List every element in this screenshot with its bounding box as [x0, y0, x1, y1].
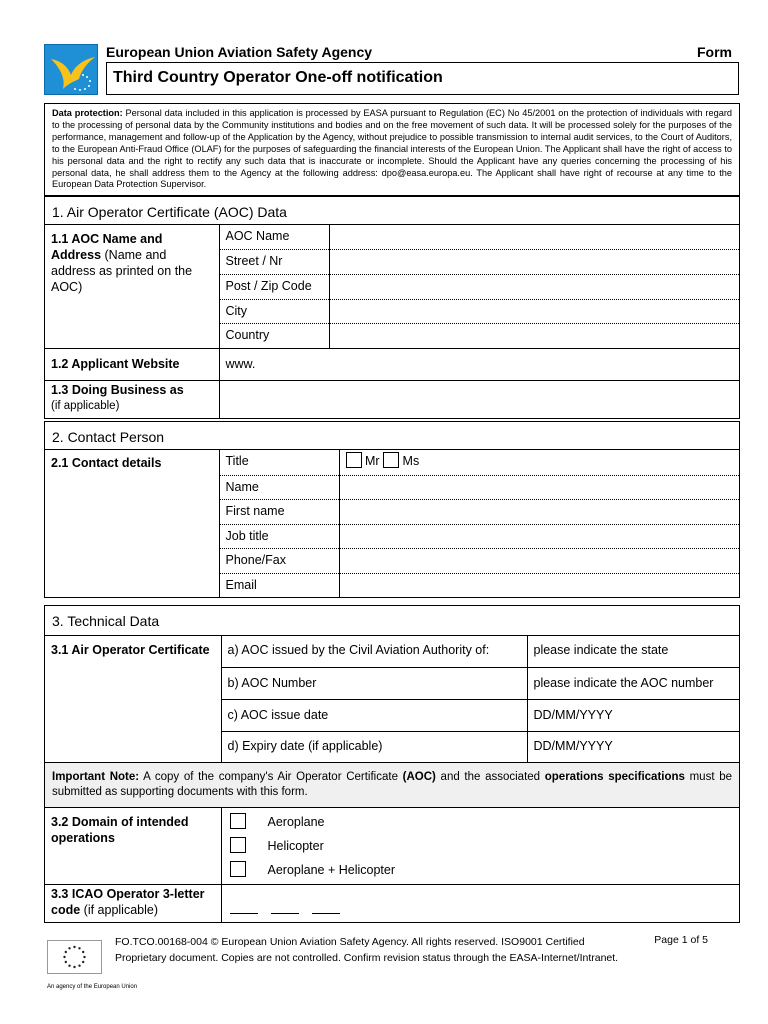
field-label: First name: [219, 499, 339, 524]
form-title: Third Country Operator One-off notification: [106, 62, 739, 95]
domain-options: [221, 807, 739, 884]
form-label: Form: [697, 44, 732, 60]
email-input[interactable]: [339, 573, 739, 597]
easa-logo: [44, 44, 98, 95]
zip-input[interactable]: [329, 274, 739, 299]
page-number: Page 1 of 5: [654, 934, 708, 946]
field-label: Title: [219, 450, 339, 475]
field-label: Country: [219, 323, 329, 348]
aoc-state-input[interactable]: please indicate the state: [527, 636, 739, 667]
eu-flag-logo: [47, 940, 102, 974]
domain-option: Aeroplane: [230, 810, 732, 834]
aoc-question: b) AOC Number: [221, 667, 527, 699]
title-options: [339, 450, 739, 475]
field-label: Job title: [219, 524, 339, 548]
helicopter-checkbox[interactable]: [230, 837, 246, 853]
aeroplane-helicopter-checkbox[interactable]: [230, 861, 246, 877]
field-label: Email: [219, 573, 339, 597]
important-note: Important Note: A copy of the company's Air Operator Certificate (AOC) and the associated operations specifications must be submitted as supporting documents with this form.: [45, 762, 739, 807]
field-label: AOC Name: [219, 225, 329, 249]
data-protection-notice: [44, 103, 740, 196]
country-input[interactable]: [329, 323, 739, 348]
section-title: 3. Technical Data: [45, 606, 739, 636]
mr-label: Mr: [364, 454, 380, 468]
website-input[interactable]: www.: [219, 348, 739, 380]
data-protection-text: Personal data included in this application is processed by EASA pursuant to Regulation (EC) No 45/2001 on the protection of individuals with regard to the processing of personal data by the Community institutions and bodies and on the free movement of such data. It will be processed solely for the purposes of the performance, management and follow-up of the Application by the Agency, without prejudice to possible transmission to internal audit services, to the Court of Auditors, to the European Anti-Fraud Office (OLAF) for the purposes of safeguarding the financial interests of the European Union. The Applicant shall have the right of access to his personal data and the right to rectify any such data that is inaccurate or incomplete. Should the Applicant have any queries concerning the processing of his personal data, he shall address them to the Agency at the following address: dpo@easa.europa.eu. The Applicant shall have right of recourse at any time to the European Data Protection Supervisor.: [52, 108, 732, 190]
aoc-question: a) AOC issued by the Civil Aviation Authority of:: [221, 636, 527, 667]
section-title: 1. Air Operator Certificate (AOC) Data: [45, 197, 739, 225]
aoc-name-label: 1.1 AOC Name and Address (Name and address as printed on the AOC): [45, 225, 219, 348]
field-label: City: [219, 299, 329, 323]
aeroplane-checkbox[interactable]: [230, 813, 246, 829]
field-label: Post / Zip Code: [219, 274, 329, 299]
domain-option: Helicopter: [230, 834, 732, 858]
section-technical-data: [44, 605, 740, 923]
aoc-question: d) Expiry date (if applicable): [221, 731, 527, 762]
dba-label: 1.3 Doing Business as (if applicable): [45, 380, 219, 418]
section-contact-person: [44, 421, 740, 598]
section-aoc-data: [44, 196, 740, 419]
section-title: 2. Contact Person: [45, 422, 739, 450]
icao-code-input[interactable]: [221, 884, 739, 922]
footer-line: FO.TCO.00168-004 © European Union Aviation Safety Agency. All rights reserved. ISO9001 Certified: [115, 936, 585, 948]
first-name-input[interactable]: [339, 499, 739, 524]
mr-checkbox[interactable]: [346, 452, 362, 468]
field-label: Phone/Fax: [219, 548, 339, 573]
footer-line: Proprietary document. Copies are not controlled. Confirm revision status through the EASA-Internet/Intranet.: [115, 952, 619, 964]
ms-checkbox[interactable]: [383, 452, 399, 468]
aoc-name-input[interactable]: [329, 225, 739, 249]
field-label: Name: [219, 475, 339, 499]
aoc-question: c) AOC issue date: [221, 699, 527, 731]
website-label: 1.2 Applicant Website: [45, 348, 219, 380]
domain-option: Aeroplane + Helicopter: [230, 858, 732, 882]
data-protection-label: Data protection:: [52, 108, 123, 118]
street-input[interactable]: [329, 249, 739, 274]
icao-label: 3.3 ICAO Operator 3-letter code (if applicable): [45, 884, 221, 922]
agency-note: An agency of the European Union: [47, 984, 138, 990]
ms-label: Ms: [402, 454, 420, 468]
field-label: Street / Nr: [219, 249, 329, 274]
name-input[interactable]: [339, 475, 739, 499]
aoc-issue-date-input[interactable]: DD/MM/YYYY: [527, 699, 739, 731]
job-title-input[interactable]: [339, 524, 739, 548]
aoc-number-input[interactable]: please indicate the AOC number: [527, 667, 739, 699]
phone-fax-input[interactable]: [339, 548, 739, 573]
dba-input[interactable]: [219, 380, 739, 418]
contact-details-label: 2.1 Contact details: [45, 450, 219, 597]
city-input[interactable]: [329, 299, 739, 323]
agency-name: European Union Aviation Safety Agency: [106, 44, 373, 60]
domain-label: 3.2 Domain of intended operations: [45, 807, 221, 884]
footer-text: [115, 934, 618, 966]
aoc-label: 3.1 Air Operator Certificate: [45, 636, 221, 762]
aoc-expiry-date-input[interactable]: DD/MM/YYYY: [527, 731, 739, 762]
